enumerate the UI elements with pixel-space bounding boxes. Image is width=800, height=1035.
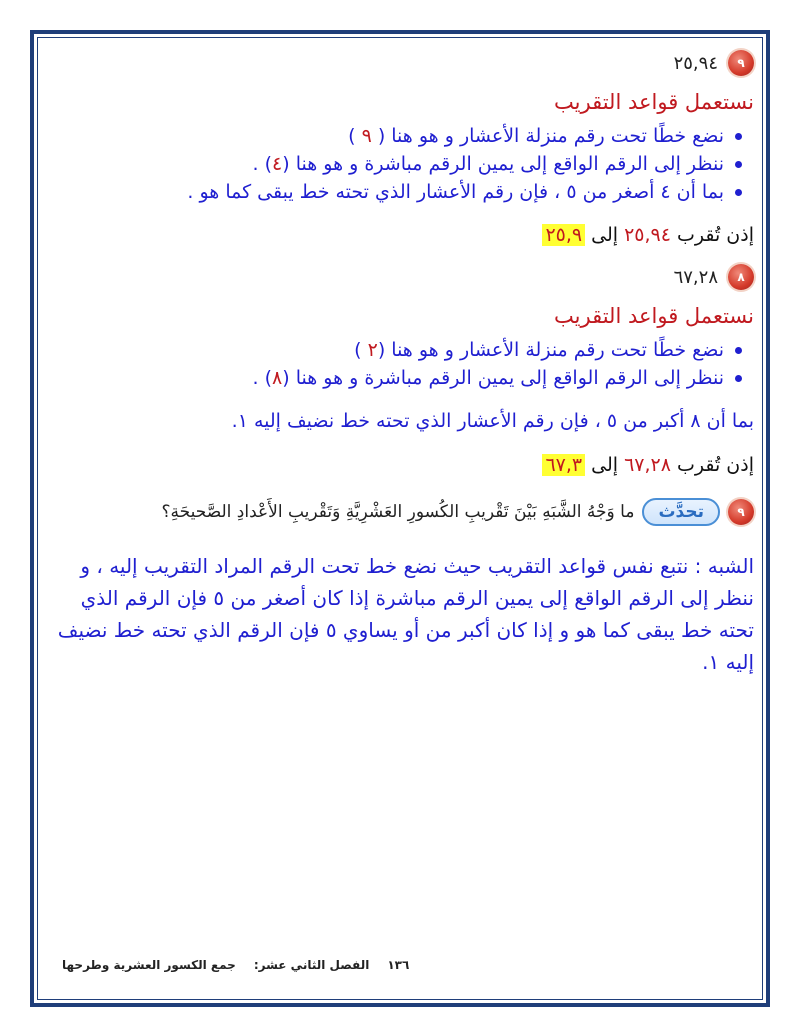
question-number-badge: ٩	[728, 50, 754, 76]
rounding-rules-heading: نستعمل قواعد التقريب	[554, 90, 754, 114]
rule-item: نضع خطًا تحت رقم منزلة الأعشار و هو هنا ( ٩ )	[48, 122, 724, 150]
explanation-line: بما أن ٨ أكبر من ٥ ، فإن رقم الأعشار الذي تحته خط نضيف إليه ١.	[231, 410, 754, 432]
question-8-row	[48, 264, 754, 290]
rules-list	[48, 122, 754, 206]
rounding-rules-heading: نستعمل قواعد التقريب	[554, 304, 754, 328]
rule-item: نضع خطًا تحت رقم منزلة الأعشار و هو هنا (٢ )	[48, 336, 724, 364]
rounded-answer: ٦٧,٣	[542, 454, 585, 476]
rules-list	[48, 336, 754, 392]
talk-badge: تحدَّث	[642, 498, 720, 526]
rounded-answer: ٢٥,٩	[542, 224, 585, 246]
rule-item: بما أن ٤ أصغر من ٥ ، فإن رقم الأعشار الذي تحته خط يبقى كما هو .	[48, 178, 724, 206]
question-9-row	[48, 50, 754, 76]
page-content	[48, 50, 754, 678]
question-number-badge: ٩	[728, 499, 754, 525]
answer-paragraph: الشبه : نتبع نفس قواعد التقريب حيث نضع خط تحت الرقم المراد التقريب إليه ، و ننظر إلى الرقم الواقع إلى يمين الرقم مباشرة إذا كان أصغر من ٥ فإن الرقم الذي تحته خط يبقى كما هو و إذا كان أكبر من أو يساوي ٥ فإن الرقم الذي تحته خط نضيف إليه ١.	[57, 554, 754, 674]
chapter-title: جمع الكسور العشرية وطرحها	[62, 958, 236, 972]
question-text: ٢٥,٩٤	[673, 52, 718, 74]
result-line: إذن تُقرب ٢٥,٩٤ إلى ٢٥,٩	[48, 220, 754, 250]
chapter-label: الفصل الثاني عشر:	[253, 958, 370, 972]
challenge-row	[48, 498, 754, 526]
page-footer	[62, 958, 409, 972]
rule-item: ننظر إلى الرقم الواقع إلى يمين الرقم مباشرة و هو هنا (٨) .	[48, 364, 724, 392]
page-number: ١٣٦	[387, 958, 410, 972]
rule-item: ننظر إلى الرقم الواقع إلى يمين الرقم مباشرة و هو هنا (٤) .	[48, 150, 724, 178]
result-line: إذن تُقرب ٦٧,٢٨ إلى ٦٧,٣	[48, 450, 754, 480]
question-text: ٦٧,٢٨	[673, 266, 718, 288]
challenge-question: ما وَجْهُ الشَّبَهِ بَيْنَ تَقْريبِ الكُسورِ العَشْرِيَّةِ وَتَقْريبِ الأَعْدادِ الصَّحيحَةِ؟	[161, 502, 635, 522]
question-number-badge: ٨	[728, 264, 754, 290]
